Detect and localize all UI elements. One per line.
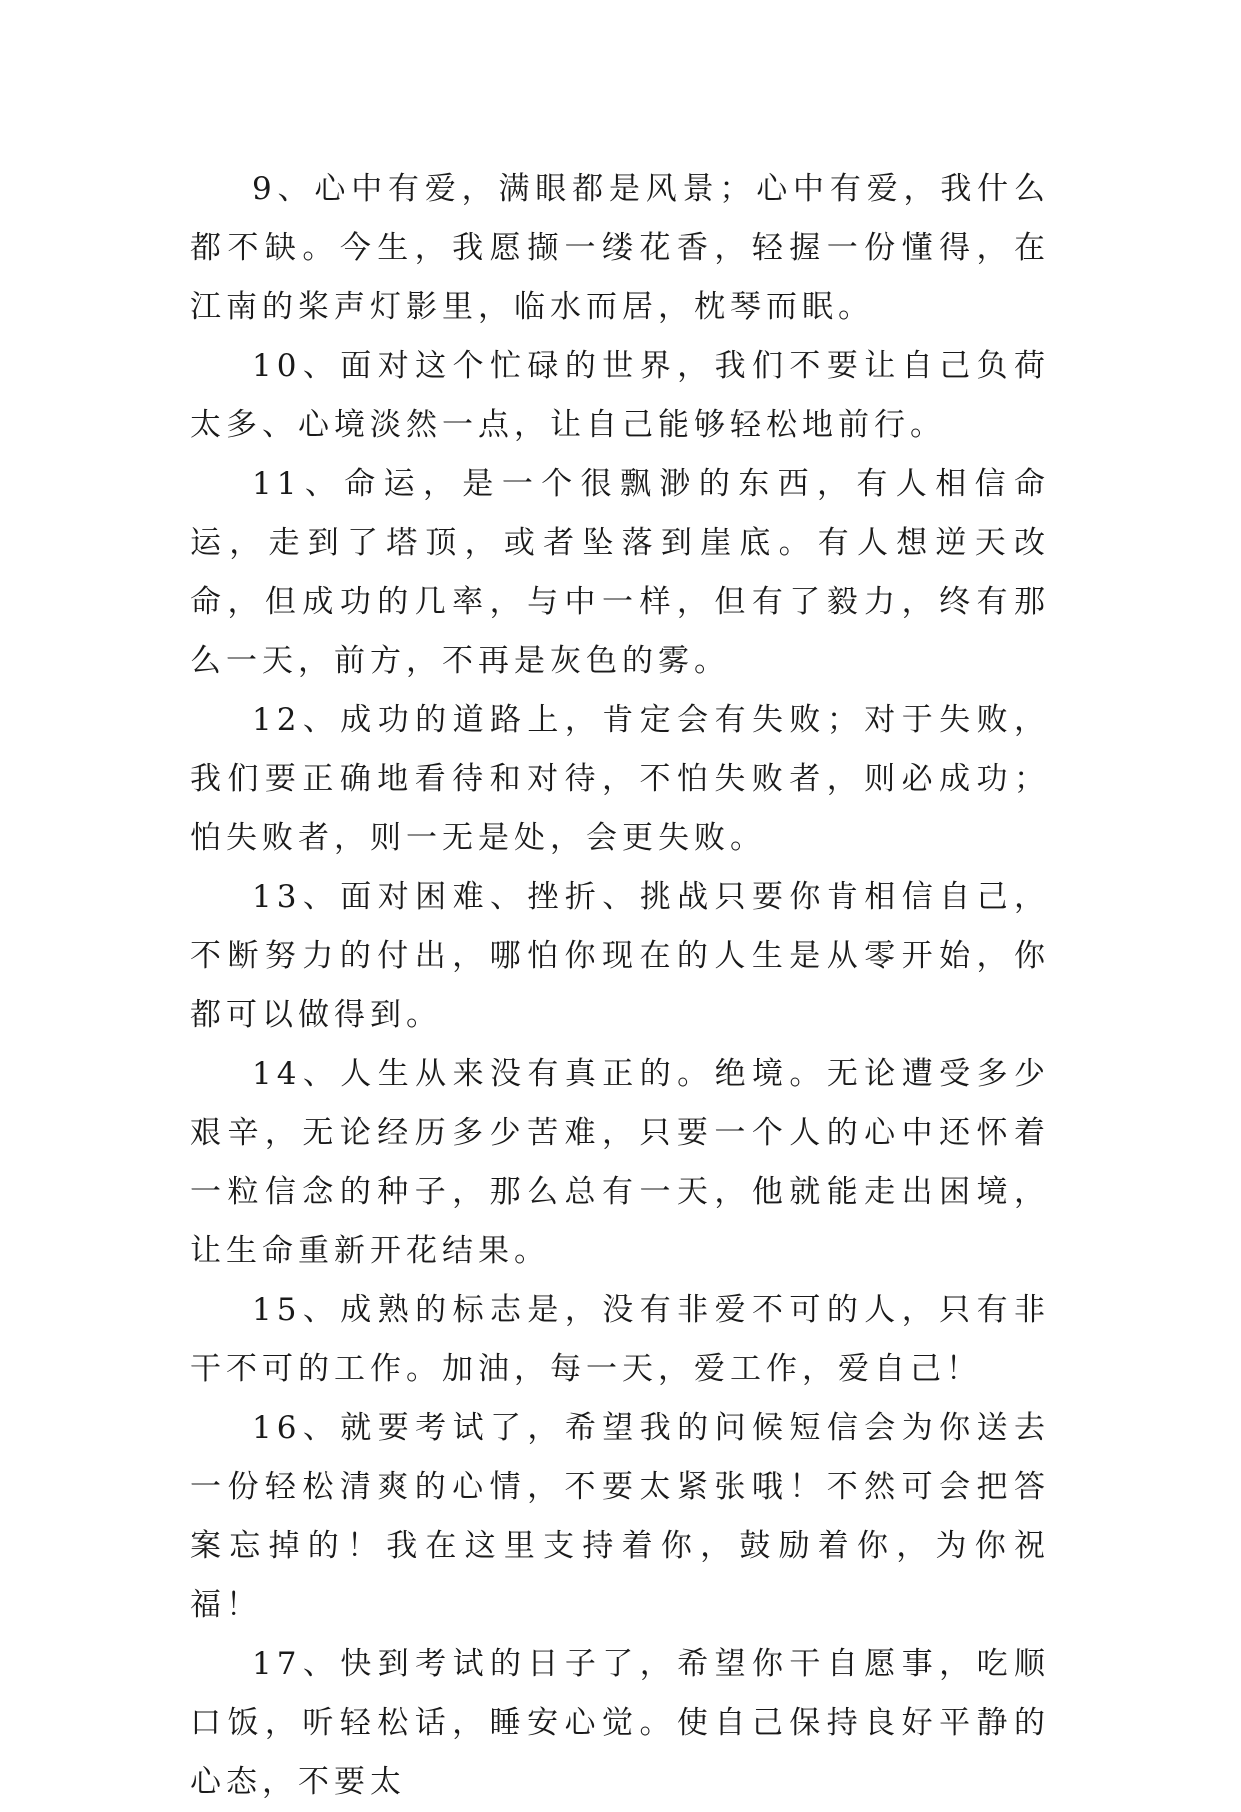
paragraph-9: 9、心中有爱，满眼都是风景；心中有爱，我什么都不缺。今生，我愿撷一缕花香，轻握一份懂得，在江南的桨声灯影里，临水而居，枕琴而眠。 xyxy=(190,171,1050,325)
paragraph-16: 16、就要考试了，希望我的问候短信会为你送去一份轻松清爽的心情，不要太紧张哦！不然可会把答案忘掉的！我在这里支持着你，鼓励着你，为你祝福！ xyxy=(190,1410,1050,1623)
paragraph-11: 11、命运，是一个很飘渺的东西，有人相信命运，走到了塔顶，或者坠落到崖底。有人想逆天改命，但成功的几率，与中一样，但有了毅力，终有那么一天，前方，不再是灰色的雾。 xyxy=(190,466,1050,679)
document-body xyxy=(190,160,1050,1812)
paragraph-13: 13、面对困难、挫折、挑战只要你肯相信自己，不断努力的付出，哪怕你现在的人生是从零开始，你都可以做得到。 xyxy=(190,879,1050,1033)
paragraph-12: 12、成功的道路上，肯定会有失败；对于失败，我们要正确地看待和对待，不怕失败者，则必成功；怕失败者，则一无是处，会更失败。 xyxy=(190,702,1050,856)
paragraph-14: 14、人生从来没有真正的。绝境。无论遭受多少艰辛，无论经历多少苦难，只要一个人的心中还怀着一粒信念的种子，那么总有一天，他就能走出困境，让生命重新开花结果。 xyxy=(190,1056,1050,1269)
paragraph-17: 17、快到考试的日子了，希望你干自愿事，吃顺口饭，听轻松话，睡安心觉。使自己保持良好平静的心态，不要太 xyxy=(190,1646,1050,1800)
paragraph-10: 10、面对这个忙碌的世界，我们不要让自己负荷太多、心境淡然一点，让自己能够轻松地前行。 xyxy=(190,348,1050,443)
paragraph-15: 15、成熟的标志是，没有非爱不可的人，只有非干不可的工作。加油，每一天，爱工作，爱自己！ xyxy=(190,1292,1050,1387)
